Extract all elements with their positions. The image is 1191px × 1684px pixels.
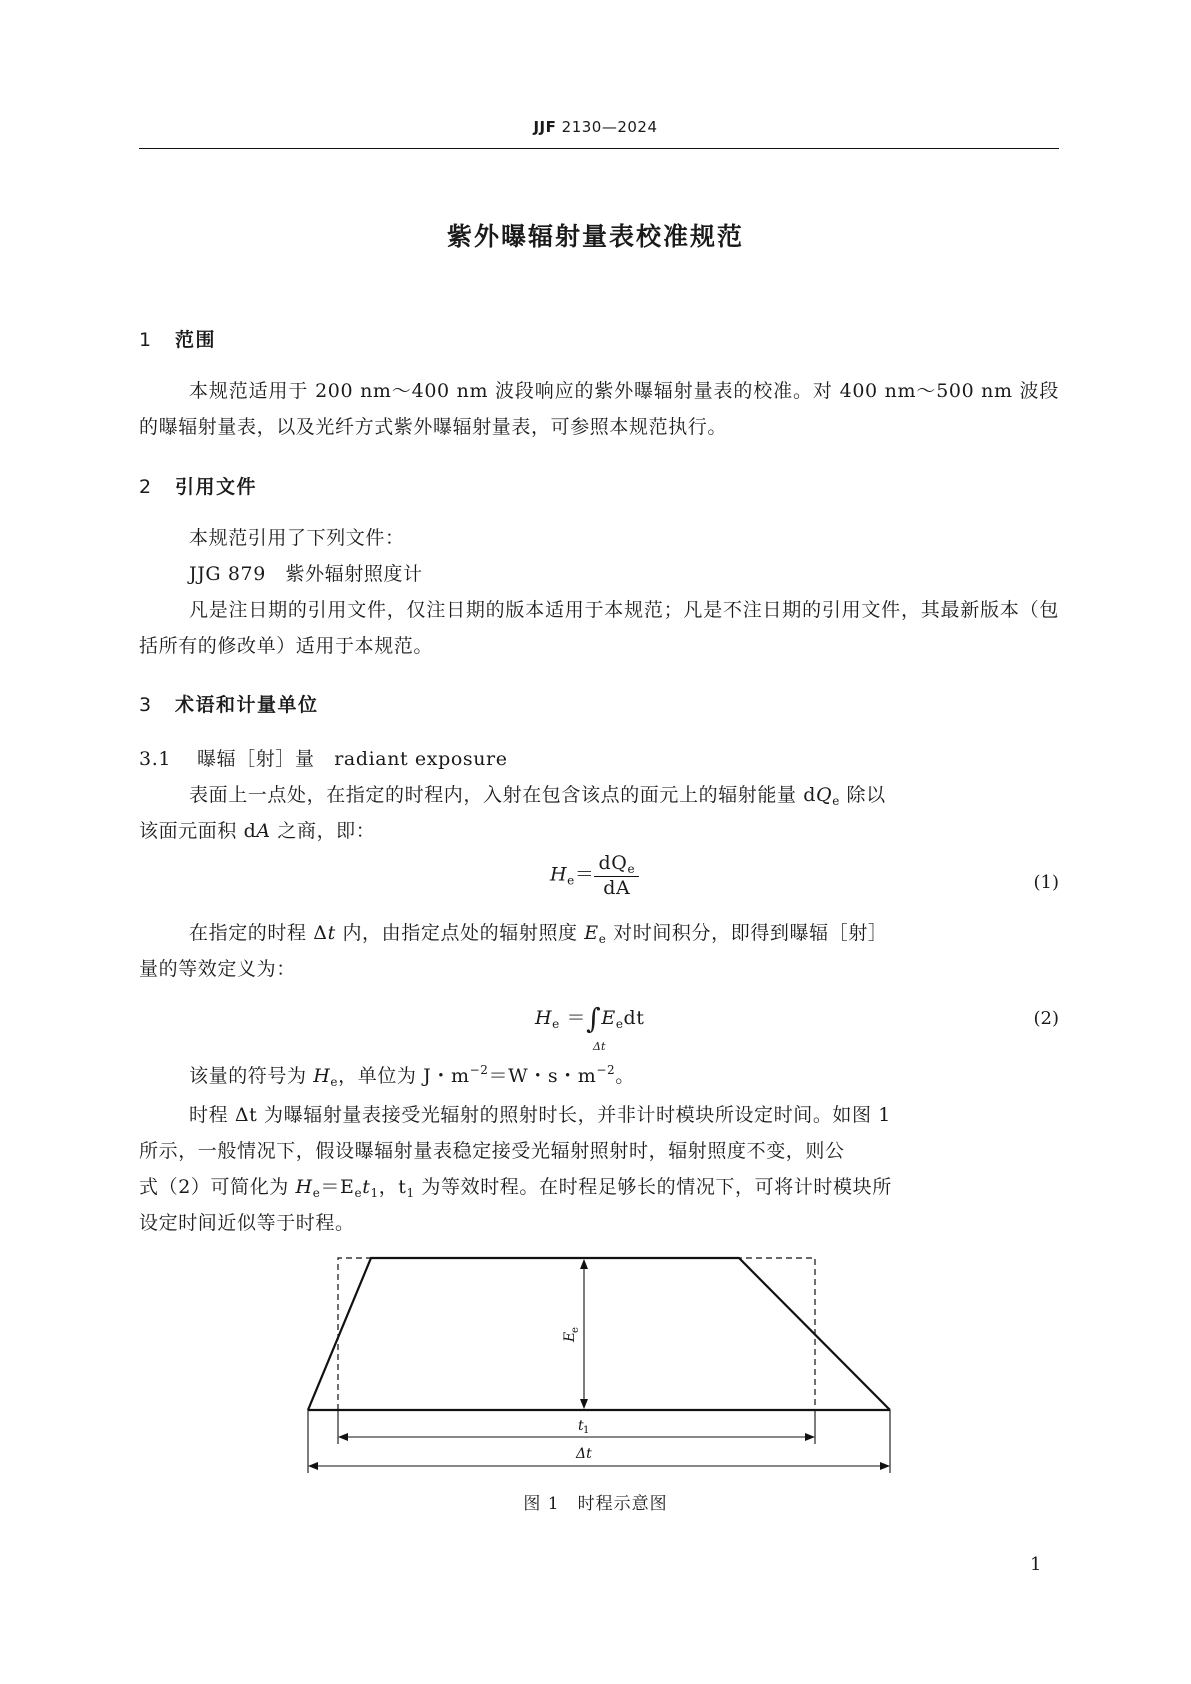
eq-integrand: E xyxy=(601,1007,616,1029)
reference-item: JJG 879 紫外辐射照度计 xyxy=(189,563,423,585)
references-intro: 本规范引用了下列文件： xyxy=(189,527,405,549)
eq-lhs-sub: e xyxy=(552,1017,560,1031)
section-title: 引用文件 xyxy=(175,476,258,498)
figure-caption: 图 1 时程示意图 xyxy=(523,1494,668,1514)
document-title: 紫外曝辐射量表校准规范 xyxy=(446,222,744,251)
arrow-right xyxy=(805,1433,815,1441)
symbol-sub: e xyxy=(312,1186,321,1200)
duration-text: ，t xyxy=(378,1176,407,1198)
definition-text: 之商，即： xyxy=(270,820,376,842)
definition-text: 除以 xyxy=(839,784,886,806)
duration-line-2: 所示，一般情况下，假设曝辐射量表稳定接受光辐射照射时，辐射照度不变，则公 xyxy=(139,1140,845,1162)
symbol-h-sub: e xyxy=(330,1075,339,1089)
unit-text: ，单位为 J・m xyxy=(338,1065,470,1087)
equation-2-label: (2) xyxy=(1033,1008,1059,1029)
dt-label: Δt xyxy=(576,1446,592,1462)
integral-sign: ∫ xyxy=(586,1002,602,1035)
symbol-h: H xyxy=(295,1176,313,1198)
t1-label: t xyxy=(578,1418,584,1434)
symbol-e: E xyxy=(584,922,599,944)
duration-text: 式（2）可简化为 xyxy=(139,1176,296,1198)
unit-exponent: −2 xyxy=(596,1063,616,1077)
symbol-q: Q xyxy=(816,784,833,806)
integral-limit: Δt xyxy=(593,1040,606,1053)
references-note: 凡是注日期的引用文件，仅注日期的版本适用于本规范；凡是不注日期的引用文件，其最新版本（包括所有的修改单）适用于本规范。 xyxy=(139,599,1059,657)
symbol-sub: 1 xyxy=(370,1186,379,1200)
symbol-sub: 1 xyxy=(406,1186,415,1200)
eq-lhs: H xyxy=(535,1007,553,1029)
term-en: radiant exposure xyxy=(334,748,508,770)
unit-text: 该量的符号为 xyxy=(189,1065,314,1087)
equation-1: $H_e=$ $\frac{dQ_e}{dA}$ xyxy=(550,852,639,899)
unit-text: 。 xyxy=(615,1065,635,1087)
symbol-t: t xyxy=(362,1176,371,1198)
arrow-right xyxy=(880,1462,890,1470)
definition-text: 对时间积分，即得到曝辐［射］ xyxy=(606,922,888,944)
scope-paragraph: 本规范适用于 200 nm～400 nm 波段响应的紫外曝辐射量表的校准。对 400 nm～500 nm 波段的曝辐射量表，以及光纤方式紫外曝辐射量表，可参照本规范执行。 xyxy=(139,380,1059,438)
section-number: 3 xyxy=(139,694,153,716)
symbol-t: t xyxy=(327,922,336,944)
definition2-line-2: 量的等效定义为： xyxy=(139,958,296,980)
duration-line-4: 设定时间近似等于时程。 xyxy=(139,1212,355,1234)
symbol-q-sub: e xyxy=(832,794,840,808)
symbol-h: H xyxy=(313,1065,331,1087)
arrow-up xyxy=(580,1259,588,1269)
eq-lhs: H xyxy=(550,863,568,886)
ee-label: E xyxy=(562,1331,578,1342)
arrow-left xyxy=(308,1462,318,1470)
eq-num-sub: e xyxy=(627,862,636,876)
definition-text: 在指定的时程 Δ xyxy=(189,922,328,944)
section-number: 1 xyxy=(139,329,153,351)
term-number: 3.1 xyxy=(139,748,172,770)
definition-text: 内，由指定点处的辐射照度 xyxy=(335,922,585,944)
header-prefix: JJF xyxy=(533,118,557,136)
equation-2: $H_e =\int E_edt$ xyxy=(535,1002,645,1035)
duration-text: ＝E xyxy=(320,1176,355,1198)
eq-denominator: dA xyxy=(603,877,631,899)
definition-text: 表面上一点处，在指定的时程内，入射在包含该点的面元上的辐射能量 d xyxy=(189,784,817,806)
arrow-down xyxy=(580,1399,588,1409)
section-number: 2 xyxy=(139,476,153,498)
header-code: 2130—2024 xyxy=(561,118,658,136)
definition-text: 该面元面积 d xyxy=(139,820,257,842)
symbol-a: A xyxy=(256,820,271,842)
ee-label-sub: e xyxy=(570,1327,581,1333)
unit-exponent: −2 xyxy=(469,1063,489,1077)
t1-label-sub: 1 xyxy=(583,1425,590,1436)
symbol-e-sub: e xyxy=(598,932,607,946)
symbol-sub: e xyxy=(354,1186,363,1200)
page-number: 1 xyxy=(1030,1554,1042,1575)
term-zh: 曝辐［射］量 xyxy=(197,748,315,770)
eq-dt: dt xyxy=(623,1007,645,1029)
eq-integrand-sub: e xyxy=(615,1017,624,1031)
eq-lhs-sub: e xyxy=(567,873,575,888)
equation-1-label: (1) xyxy=(1033,872,1059,893)
irradiance-curve xyxy=(308,1258,890,1410)
arrow-left xyxy=(338,1433,348,1441)
section-title: 术语和计量单位 xyxy=(175,694,319,716)
duration-text: 为等效时程。在时程足够长的情况下，可将计时模块所 xyxy=(414,1176,892,1198)
eq-num-text: dQ xyxy=(598,852,628,874)
section-title: 范围 xyxy=(175,329,217,351)
duration-line-1: 时程 Δt 为曝辐射量表接受光辐射的照射时长，并非计时模块所设定时间。如图 1 xyxy=(189,1104,891,1126)
unit-text: ＝W・s・m xyxy=(488,1065,597,1087)
